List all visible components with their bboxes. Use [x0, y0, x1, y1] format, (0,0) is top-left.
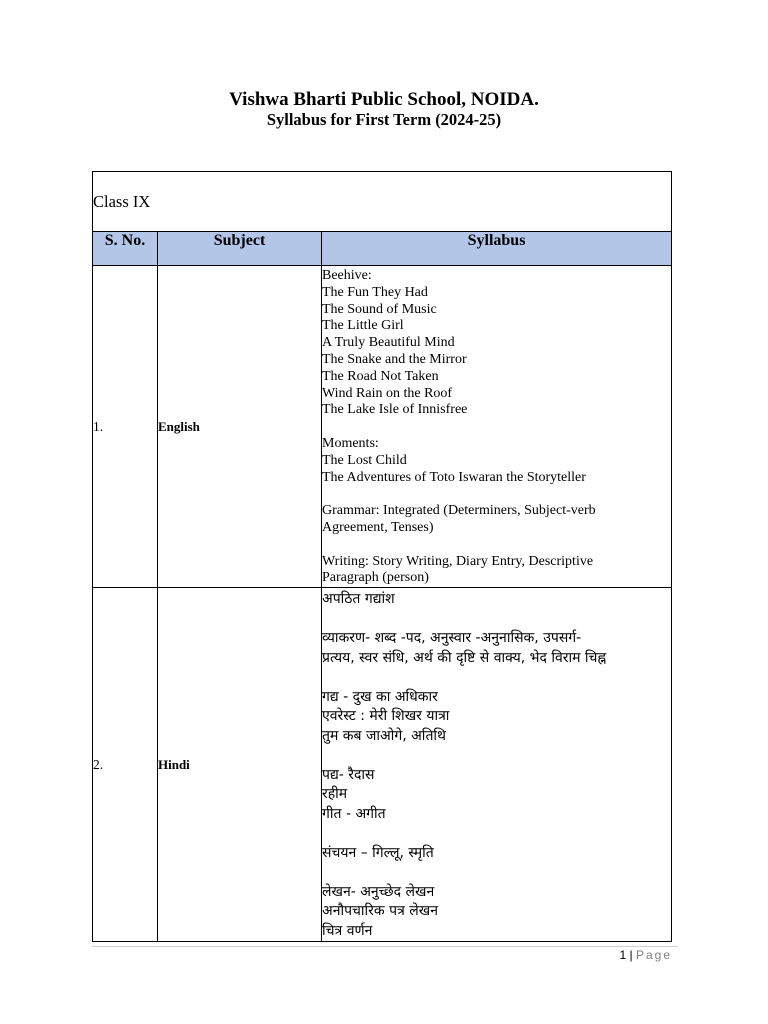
syllabus-item: Wind Rain on the Roof — [322, 385, 453, 401]
page-footer — [619, 948, 672, 962]
spacer — [322, 668, 671, 688]
spacer — [322, 537, 671, 554]
syllabus-list — [322, 588, 671, 941]
syllabus-item: गद्य - दुख का अधिकार — [322, 688, 438, 705]
syllabus-cell-hindi — [322, 588, 672, 942]
syllabus-cell-english — [322, 266, 672, 588]
row-sno: 1. — [93, 266, 158, 588]
syllabus-item: एवरेस्ट : मेरी शिखर यात्रा — [322, 708, 450, 725]
row-subject: Hindi — [158, 588, 322, 942]
term-subtitle: Syllabus for First Term (2024-25) — [266, 110, 502, 129]
syllabus-item: रहीम — [322, 786, 348, 803]
footer-separator: | — [629, 948, 633, 962]
syllabus-item: अपठित गद्यांश — [322, 591, 395, 608]
table-row — [93, 588, 672, 942]
syllabus-item: The Lost Child — [322, 452, 407, 468]
spacer — [322, 610, 671, 630]
syllabus-item: पद्य- रैदास — [322, 766, 375, 783]
table-row — [93, 266, 672, 588]
row-sno: 2. — [93, 588, 158, 942]
syllabus-item: The Lake Isle of Innisfree — [322, 402, 468, 418]
class-row — [93, 172, 672, 232]
syllabus-item: The Adventures of Toto Iswaran the Storyteller — [322, 469, 586, 485]
syllabus-item: अनौपचारिक पत्र लेखन — [322, 903, 438, 920]
column-header-syllabus: Syllabus — [322, 232, 672, 266]
spacer — [322, 486, 671, 503]
syllabus-item: Beehive: — [322, 268, 372, 283]
syllabus-item: The Fun They Had — [322, 284, 428, 300]
syllabus-item: गीत - अगीत — [322, 805, 386, 822]
class-label: Class IX — [93, 172, 672, 232]
syllabus-item: प्रत्यय, स्वर संधि, अर्थ की दृष्टि से वाक्य, भेद विराम चिह्न — [322, 649, 607, 666]
syllabus-item: The Sound of Music — [322, 301, 437, 317]
spacer — [322, 863, 671, 883]
school-title: Vishwa Bharti Public School, NOIDA. — [229, 89, 539, 110]
syllabus-item: The Road Not Taken — [322, 368, 439, 384]
row-subject: English — [158, 266, 322, 588]
syllabus-item: संचयन – गिल्लू, स्मृति — [322, 844, 434, 861]
syllabus-item: व्याकरण- शब्द -पद, अनुस्वार -अनुनासिक, उपसर्ग- — [322, 630, 582, 647]
column-header-sno: S. No. — [93, 232, 158, 266]
page-number: 1 — [619, 948, 627, 962]
footer-divider — [92, 946, 678, 947]
syllabus-item: The Little Girl — [322, 318, 404, 334]
syllabus-item: तुम कब जाओगे, अतिथि — [322, 727, 446, 744]
syllabus-item: लेखन- अनुच्छेद लेखन — [322, 883, 435, 900]
header-row — [93, 232, 672, 266]
syllabus-item: Grammar: Integrated (Determiners, Subject-verb Agreement, Tenses) — [322, 503, 596, 535]
syllabus-item: Moments: — [322, 435, 379, 451]
syllabus-item: A Truly Beautiful Mind — [322, 335, 455, 351]
syllabus-item: The Snake and the Mirror — [322, 351, 467, 367]
syllabus-list — [322, 266, 671, 587]
spacer — [322, 746, 671, 766]
syllabus-item: Writing: Story Writing, Diary Entry, Descriptive Paragraph (person) — [322, 553, 594, 586]
spacer — [322, 419, 671, 436]
syllabus-table — [92, 171, 672, 942]
column-header-subject: Subject — [158, 232, 322, 266]
syllabus-item: चित्र वर्णन — [322, 922, 373, 939]
spacer — [322, 824, 671, 844]
page-label: Page — [635, 948, 672, 962]
